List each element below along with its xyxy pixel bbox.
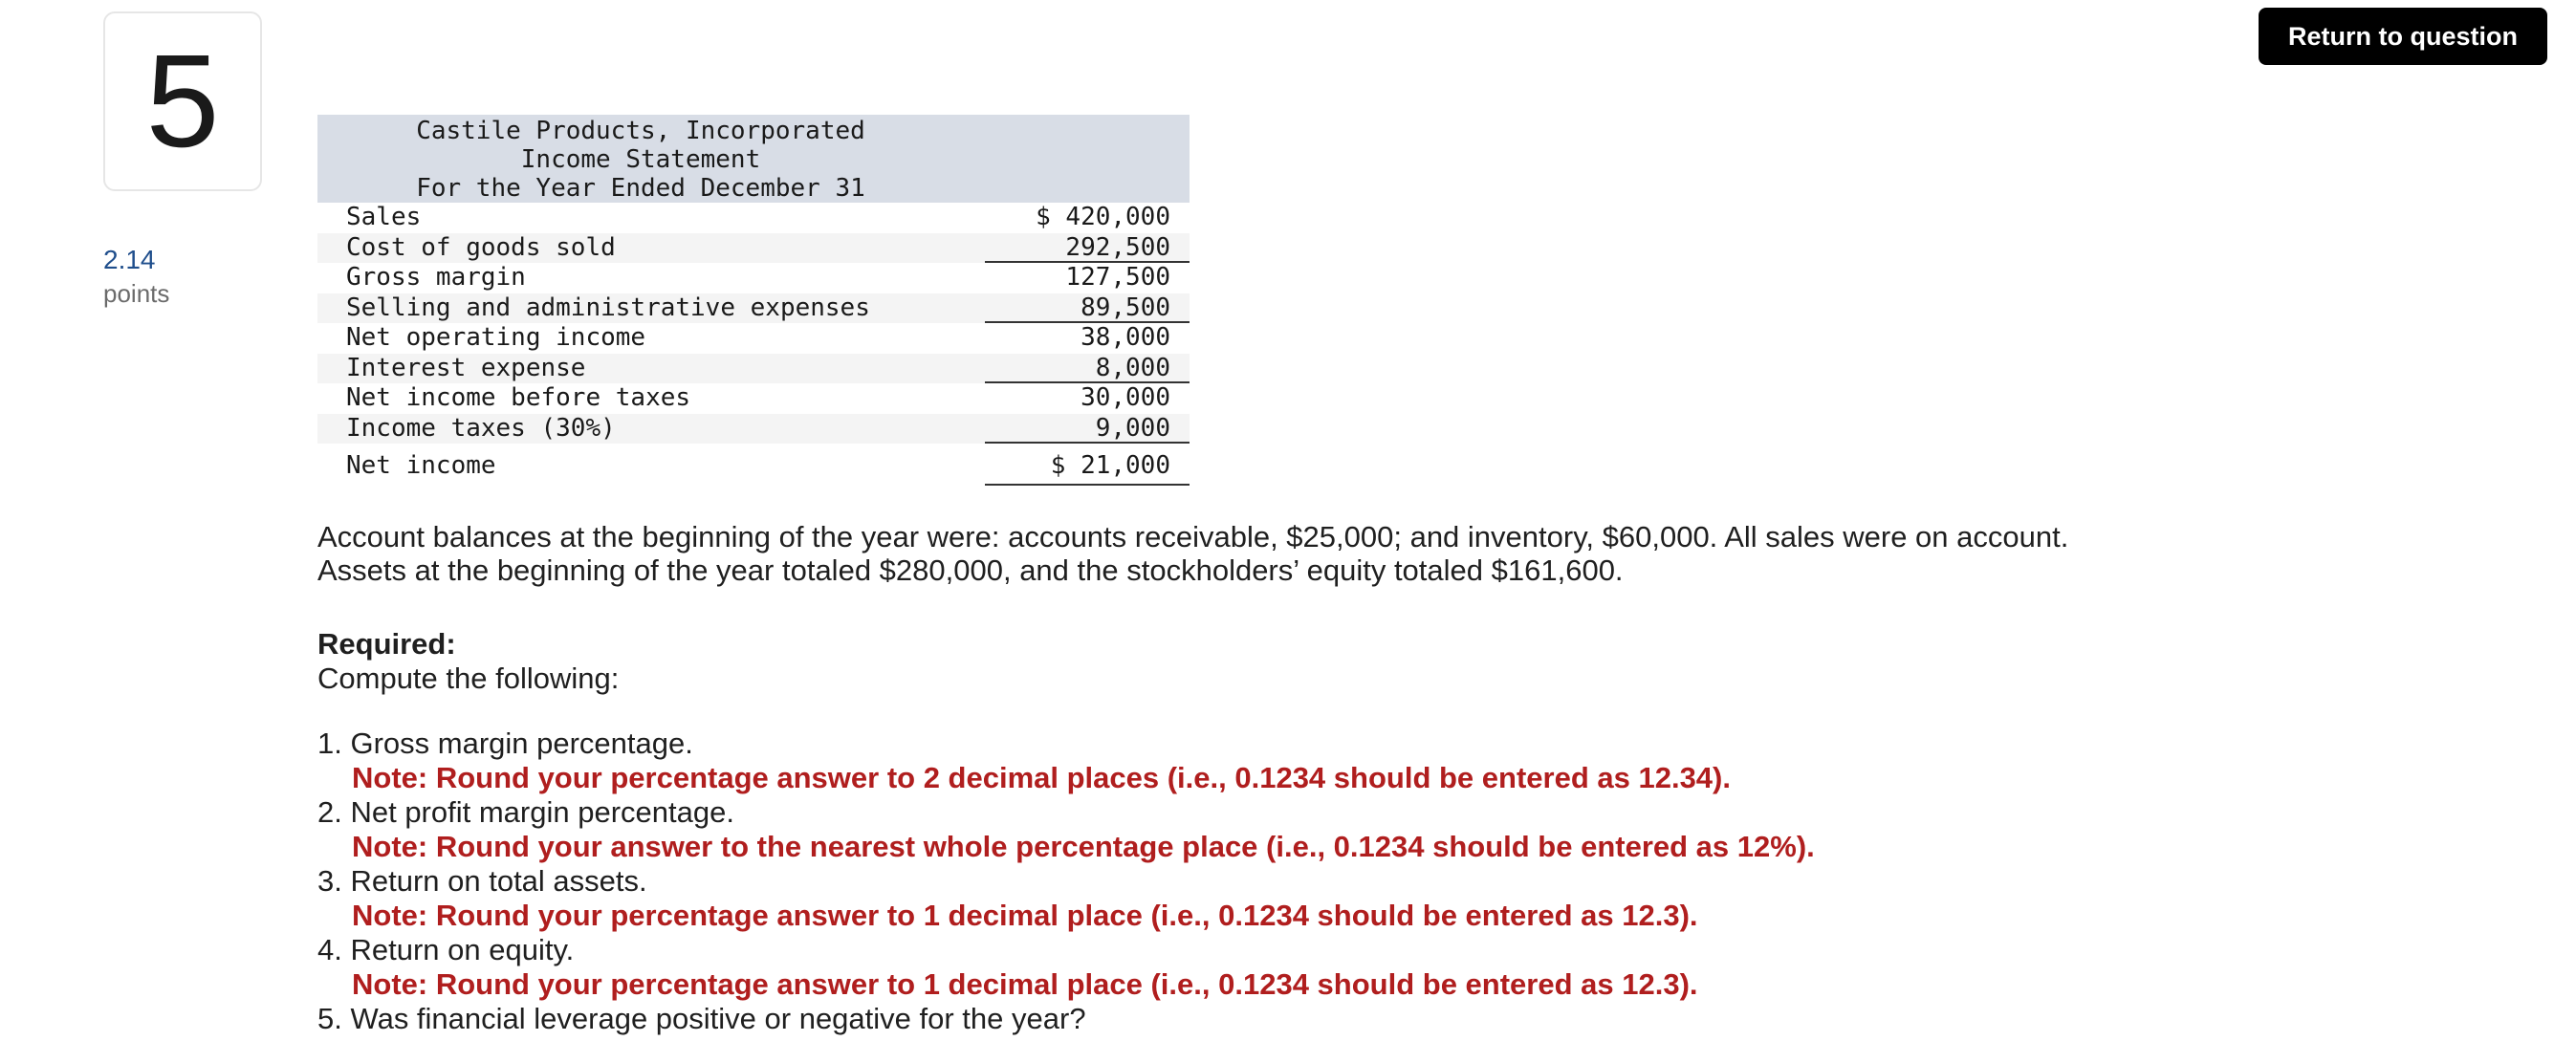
statement-row-net-operating-income bbox=[317, 323, 1190, 354]
row-amount: 30,000 bbox=[1081, 383, 1170, 412]
requirement-note: Note: Round your percentage answer to 1 decimal place (i.e., 0.1234 should be entered as 12.3). bbox=[352, 899, 1698, 932]
paragraph-line: Account balances at the beginning of the year were: accounts receivable, $25,000; and inventory, $60,000. All sales were on account. bbox=[317, 520, 2069, 553]
statement-period: For the Year Ended December 31 bbox=[416, 174, 865, 203]
requirement-text: 4. Return on equity. bbox=[317, 933, 575, 966]
list-item bbox=[317, 795, 2517, 864]
statement-title: Income Statement bbox=[520, 145, 761, 174]
row-label: Gross margin bbox=[346, 263, 526, 292]
statement-row-selling-admin bbox=[317, 293, 1190, 324]
list-item bbox=[317, 1002, 2517, 1036]
statement-row-sales bbox=[317, 203, 1190, 233]
requirement-note: Note: Round your answer to the nearest whole percentage place (i.e., 0.1234 should be entered as 12%). bbox=[352, 830, 1815, 863]
required-section bbox=[317, 627, 619, 696]
points-label: points bbox=[103, 279, 170, 308]
income-statement bbox=[317, 115, 1190, 488]
row-label: Net income before taxes bbox=[346, 383, 691, 412]
requirements-list bbox=[317, 727, 2517, 1036]
row-amount: 292,500 bbox=[985, 233, 1190, 264]
list-item bbox=[317, 864, 2517, 933]
row-amount: 127,500 bbox=[1065, 263, 1170, 292]
return-to-question-button[interactable]: Return to question bbox=[2259, 8, 2547, 65]
required-title: Required: bbox=[317, 627, 456, 661]
requirement-note: Note: Round your percentage answer to 2 decimal places (i.e., 0.1234 should be entered as 12.34). bbox=[352, 761, 1731, 794]
statement-row-net-income-before-taxes bbox=[317, 383, 1190, 414]
row-amount: 89,500 bbox=[985, 293, 1190, 324]
row-label: Cost of goods sold bbox=[346, 232, 616, 262]
row-amount: 9,000 bbox=[985, 414, 1190, 445]
paragraph-line: Assets at the beginning of the year totaled $280,000, and the stockholders’ equity totaled $161,600. bbox=[317, 553, 1624, 587]
statement-row-income-taxes bbox=[317, 414, 1190, 445]
row-label: Interest expense bbox=[346, 353, 586, 382]
requirement-note: Note: Round your percentage answer to 1 decimal place (i.e., 0.1234 should be entered as 12.3). bbox=[352, 967, 1698, 1001]
statement-row-gross-margin bbox=[317, 263, 1190, 293]
row-amount: $ 420,000 bbox=[1036, 203, 1170, 231]
requirement-text: 2. Net profit margin percentage. bbox=[317, 795, 734, 829]
row-label: Income taxes (30%) bbox=[346, 413, 616, 443]
required-intro: Compute the following: bbox=[317, 662, 620, 695]
list-item bbox=[317, 727, 2517, 795]
statement-row-cogs bbox=[317, 233, 1190, 264]
statement-header bbox=[317, 115, 1190, 203]
requirement-text: 3. Return on total assets. bbox=[317, 864, 647, 898]
row-amount: 38,000 bbox=[1081, 323, 1170, 352]
row-label: Net income bbox=[346, 451, 496, 480]
list-item bbox=[317, 933, 2517, 1002]
requirement-text: 1. Gross margin percentage. bbox=[317, 727, 693, 760]
question-number-card bbox=[103, 11, 262, 191]
row-label: Net operating income bbox=[346, 323, 646, 352]
row-label: Selling and administrative expenses bbox=[346, 293, 870, 322]
statement-row-interest-expense bbox=[317, 354, 1190, 384]
requirement-text: 5. Was financial leverage positive or negative for the year? bbox=[317, 1002, 1086, 1035]
question-number: 5 bbox=[145, 28, 220, 175]
statement-row-net-income bbox=[317, 444, 1190, 488]
row-amount: $ 21,000 bbox=[985, 444, 1190, 486]
row-label: Sales bbox=[346, 203, 422, 231]
row-amount: 8,000 bbox=[985, 354, 1190, 384]
company-name: Castile Products, Incorporated bbox=[416, 117, 865, 145]
question-paragraph bbox=[317, 520, 2517, 587]
points-value: 2.14 bbox=[103, 245, 156, 274]
